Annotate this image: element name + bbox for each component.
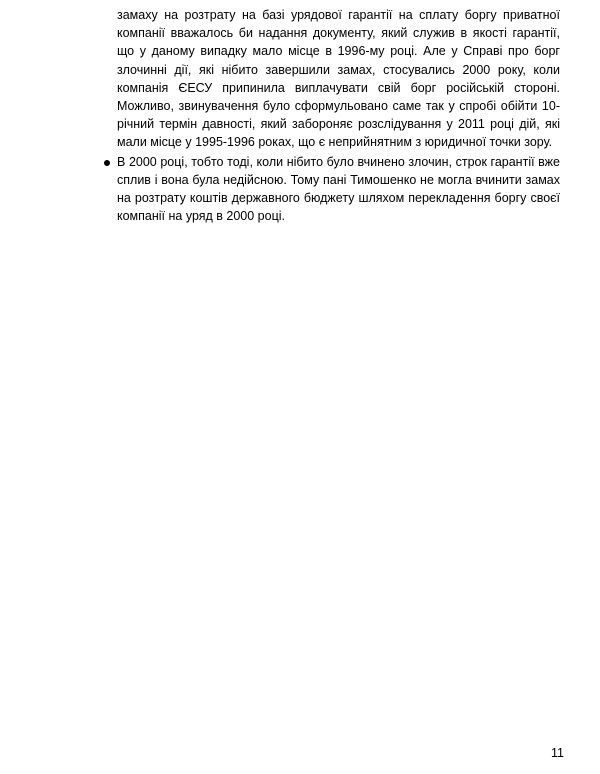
page-number: 11 — [551, 746, 564, 760]
bullet-text: В 2000 році, тобто тоді, коли нібито було вчинено злочин, строк гарантії вже сплив і вона була недійсною. Тому пані Тимошенко не могла вчинити замах на розтрату коштів державного бюджету шляхом перекладення боргу своєї компанії на уряд в 2000 році. — [117, 154, 560, 224]
bullet-list-item — [117, 153, 560, 226]
bullet-icon — [104, 160, 110, 166]
document-body — [117, 6, 560, 225]
paragraph-continuation: замаху на розтрату на базі урядової гарантії на сплату боргу приватної компанії вважалось би надання документу, який служив в якості гарантії, що у даному випадку мало місце в 1996-му році. Але у Справі про борг злочинні дії, які нібито завершили замах, стосувались 2000 року, коли компанія ЄЕСУ припинила виплачувати свій борг російській стороні. Можливо, звинувачення було сформульовано саме так у спробі обійти 10-річний термін давності, який забороняє розслідування у 2011 році дій, які мали місце у 1995-1996 роках, що є неприйнятним з юридичної точки зору. — [117, 8, 560, 150]
